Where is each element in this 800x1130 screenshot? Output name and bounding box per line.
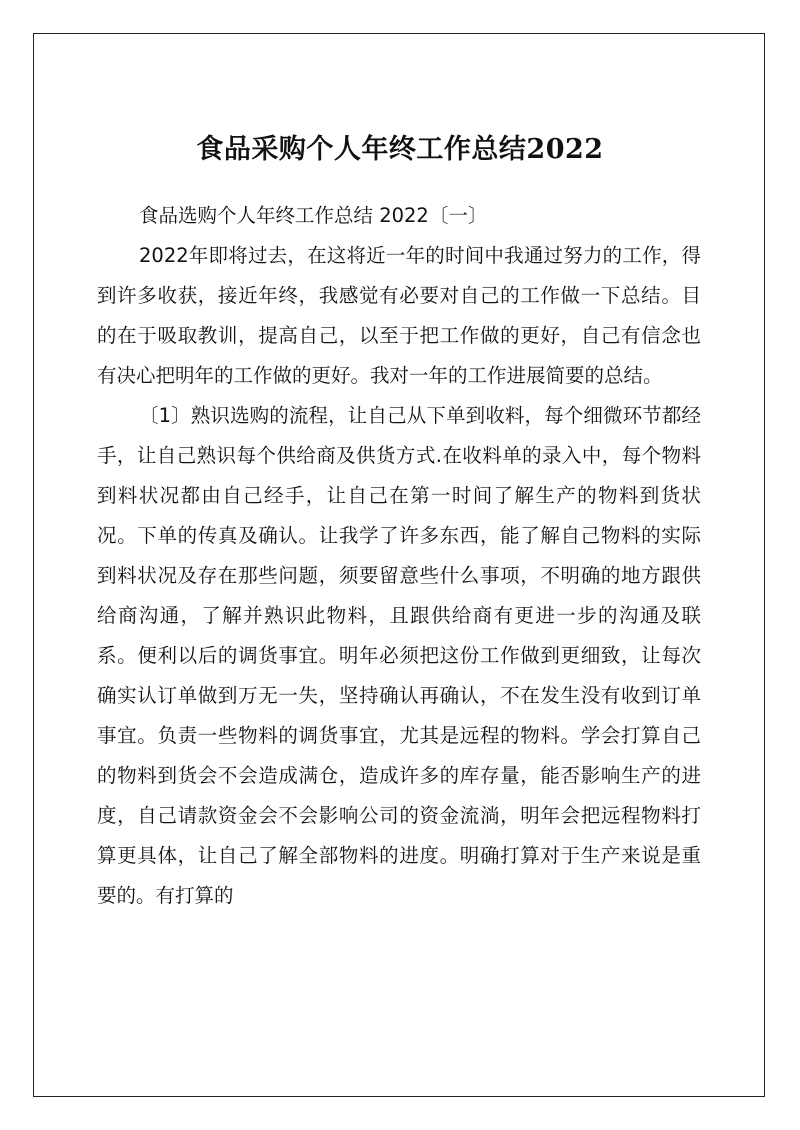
document-title: 食品采购个人年终工作总结2022 bbox=[196, 134, 604, 165]
document-body bbox=[97, 196, 701, 916]
document-subtitle: 食品选购个人年终工作总结 2022〔一〕 bbox=[139, 204, 488, 227]
paragraph-intro: 2022年即将过去，在这将近一年的时间中我通过努力的工作，得到许多收获，接近年终，我感觉有必要对自己的工作做一下总结。目的在于吸取教训，提高自己，以至于把工作做的更好，自己有信念也有决心把明年的工作做的更好。我对一年的工作进展简要的总结。 bbox=[97, 244, 701, 387]
paragraph-procurement-process: 〔1〕熟识选购的流程，让自己从下单到收料，每个细微环节都经手，让自己熟识每个供给商及供货方式.在收料单的录入中，每个物料到料状况都由自己经手，让自己在第一时间了解生产的物料到货状况。下单的传真及确认。让我学了许多东西，能了解自己物料的实际到料状况及存在那些问题，须要留意些什么事项，不明确的地方跟供给商沟通，了解并熟识此物料，且跟供给商有更进一步的沟通及联系。便利以后的调货事宜。明年必须把这份工作做到更细致，让每次确实认订单做到万无一失，坚持确认再确认，不在发生没有收到订单事宜。负责一些物料的调货事宜，尤其是远程的物料。学会打算自己的物料到货会不会造成满仓，造成许多的库存量，能否影响生产的进度，自己请款资金会不会影响公司的资金流淌，明年会把远程物料打算更具体，让自己了解全部物料的进度。明确打算对于生产来说是重要的。有打算的 bbox=[97, 404, 701, 907]
